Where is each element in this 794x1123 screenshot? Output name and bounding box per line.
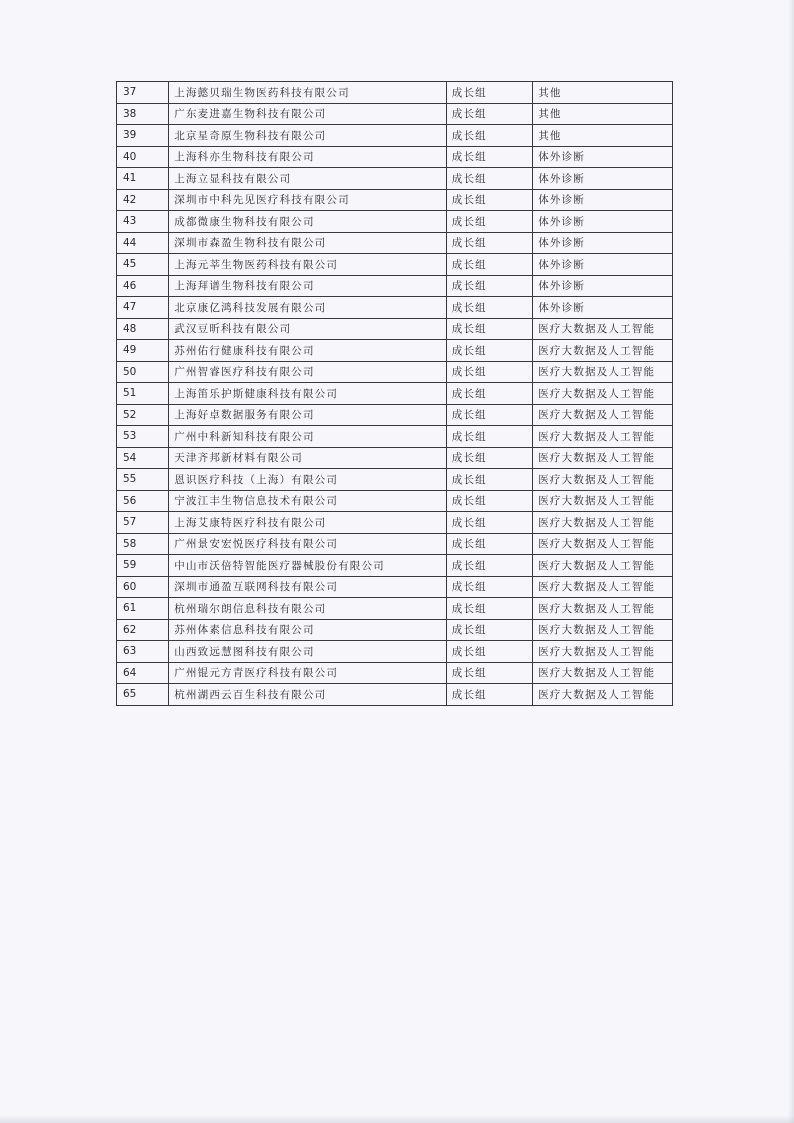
- field-cell: 医疗大数据及人工智能: [533, 576, 673, 598]
- field-cell: 医疗大数据及人工智能: [533, 641, 673, 663]
- group-cell: 成长组: [446, 533, 532, 555]
- table-row: [117, 598, 673, 620]
- field-cell: 医疗大数据及人工智能: [533, 684, 673, 706]
- row-number-cell: 39: [117, 125, 169, 147]
- field-cell: 医疗大数据及人工智能: [533, 318, 673, 340]
- table-row: [117, 684, 673, 706]
- group-cell: 成长组: [446, 641, 532, 663]
- group-cell: 成长组: [446, 82, 532, 104]
- field-cell: 医疗大数据及人工智能: [533, 426, 673, 448]
- row-number-cell: 37: [117, 82, 169, 104]
- row-number-cell: 48: [117, 318, 169, 340]
- company-name-cell: 深圳市中科先见医疗科技有限公司: [169, 189, 446, 211]
- field-cell: 体外诊断: [533, 189, 673, 211]
- field-cell: 医疗大数据及人工智能: [533, 512, 673, 534]
- group-cell: 成长组: [446, 512, 532, 534]
- row-number-cell: 41: [117, 168, 169, 190]
- row-number-cell: 56: [117, 490, 169, 512]
- group-cell: 成长组: [446, 469, 532, 491]
- table-row: [117, 361, 673, 383]
- company-name-cell: 苏州体素信息科技有限公司: [169, 619, 446, 641]
- field-cell: 其他: [533, 103, 673, 125]
- field-cell: 医疗大数据及人工智能: [533, 533, 673, 555]
- row-number-cell: 38: [117, 103, 169, 125]
- row-number-cell: 58: [117, 533, 169, 555]
- table-row: [117, 469, 673, 491]
- field-cell: 其他: [533, 82, 673, 104]
- company-name-cell: 武汉豆昕科技有限公司: [169, 318, 446, 340]
- company-name-cell: 上海笛乐护斯健康科技有限公司: [169, 383, 446, 405]
- company-name-cell: 恩识医疗科技（上海）有限公司: [169, 469, 446, 491]
- row-number-cell: 46: [117, 275, 169, 297]
- table-row: [117, 318, 673, 340]
- row-number-cell: 49: [117, 340, 169, 362]
- group-cell: 成长组: [446, 619, 532, 641]
- row-number-cell: 59: [117, 555, 169, 577]
- company-name-cell: 深圳市森盈生物科技有限公司: [169, 232, 446, 254]
- group-cell: 成长组: [446, 383, 532, 405]
- company-name-cell: 苏州佑行健康科技有限公司: [169, 340, 446, 362]
- company-name-cell: 广州景安宏悦医疗科技有限公司: [169, 533, 446, 555]
- row-number-cell: 40: [117, 146, 169, 168]
- table-row: [117, 254, 673, 276]
- company-name-cell: 杭州瑞尔朗信息科技有限公司: [169, 598, 446, 620]
- field-cell: 体外诊断: [533, 211, 673, 233]
- company-name-cell: 广州锟元方青医疗科技有限公司: [169, 662, 446, 684]
- group-cell: 成长组: [446, 598, 532, 620]
- row-number-cell: 51: [117, 383, 169, 405]
- field-cell: 体外诊断: [533, 146, 673, 168]
- company-name-cell: 上海拜谱生物科技有限公司: [169, 275, 446, 297]
- table-row: [117, 168, 673, 190]
- group-cell: 成长组: [446, 662, 532, 684]
- table-row: [117, 404, 673, 426]
- table-row: [117, 82, 673, 104]
- scan-edge-shadow: [0, 1115, 794, 1123]
- row-number-cell: 60: [117, 576, 169, 598]
- company-name-cell: 上海好卓数据服务有限公司: [169, 404, 446, 426]
- company-roster-table: [116, 81, 673, 706]
- company-name-cell: 上海立显科技有限公司: [169, 168, 446, 190]
- row-number-cell: 61: [117, 598, 169, 620]
- group-cell: 成长组: [446, 103, 532, 125]
- row-number-cell: 64: [117, 662, 169, 684]
- company-name-cell: 上海科亦生物科技有限公司: [169, 146, 446, 168]
- table-row: [117, 641, 673, 663]
- field-cell: 体外诊断: [533, 254, 673, 276]
- group-cell: 成长组: [446, 404, 532, 426]
- field-cell: 体外诊断: [533, 297, 673, 319]
- group-cell: 成长组: [446, 189, 532, 211]
- field-cell: 医疗大数据及人工智能: [533, 619, 673, 641]
- row-number-cell: 50: [117, 361, 169, 383]
- table-row: [117, 662, 673, 684]
- table-row: [117, 211, 673, 233]
- field-cell: 医疗大数据及人工智能: [533, 361, 673, 383]
- row-number-cell: 53: [117, 426, 169, 448]
- field-cell: 医疗大数据及人工智能: [533, 447, 673, 469]
- table-row: [117, 146, 673, 168]
- row-number-cell: 54: [117, 447, 169, 469]
- field-cell: 医疗大数据及人工智能: [533, 490, 673, 512]
- group-cell: 成长组: [446, 211, 532, 233]
- company-name-cell: 成都微康生物科技有限公司: [169, 211, 446, 233]
- row-number-cell: 62: [117, 619, 169, 641]
- row-number-cell: 57: [117, 512, 169, 534]
- field-cell: 医疗大数据及人工智能: [533, 383, 673, 405]
- group-cell: 成长组: [446, 168, 532, 190]
- company-name-cell: 广州智睿医疗科技有限公司: [169, 361, 446, 383]
- group-cell: 成长组: [446, 555, 532, 577]
- company-name-cell: 中山市沃倍特智能医疗器械股份有限公司: [169, 555, 446, 577]
- company-name-cell: 上海懿贝瑞生物医药科技有限公司: [169, 82, 446, 104]
- field-cell: 体外诊断: [533, 232, 673, 254]
- company-name-cell: 天津齐邦新材料有限公司: [169, 447, 446, 469]
- group-cell: 成长组: [446, 232, 532, 254]
- row-number-cell: 42: [117, 189, 169, 211]
- table-row: [117, 619, 673, 641]
- field-cell: 医疗大数据及人工智能: [533, 662, 673, 684]
- table-row: [117, 426, 673, 448]
- row-number-cell: 52: [117, 404, 169, 426]
- field-cell: 医疗大数据及人工智能: [533, 404, 673, 426]
- group-cell: 成长组: [446, 426, 532, 448]
- company-name-cell: 宁波江丰生物信息技术有限公司: [169, 490, 446, 512]
- row-number-cell: 47: [117, 297, 169, 319]
- group-cell: 成长组: [446, 146, 532, 168]
- group-cell: 成长组: [446, 576, 532, 598]
- group-cell: 成长组: [446, 125, 532, 147]
- roster-table-body: [117, 82, 673, 706]
- field-cell: 体外诊断: [533, 168, 673, 190]
- group-cell: 成长组: [446, 340, 532, 362]
- field-cell: 体外诊断: [533, 275, 673, 297]
- group-cell: 成长组: [446, 361, 532, 383]
- group-cell: 成长组: [446, 684, 532, 706]
- group-cell: 成长组: [446, 490, 532, 512]
- table-row: [117, 340, 673, 362]
- field-cell: 医疗大数据及人工智能: [533, 469, 673, 491]
- table-row: [117, 490, 673, 512]
- table-row: [117, 189, 673, 211]
- company-name-cell: 深圳市通盈互联网科技有限公司: [169, 576, 446, 598]
- group-cell: 成长组: [446, 275, 532, 297]
- table-row: [117, 232, 673, 254]
- company-name-cell: 北京星奇原生物科技有限公司: [169, 125, 446, 147]
- table-row: [117, 447, 673, 469]
- table-row: [117, 512, 673, 534]
- table-row: [117, 383, 673, 405]
- field-cell: 其他: [533, 125, 673, 147]
- row-number-cell: 44: [117, 232, 169, 254]
- field-cell: 医疗大数据及人工智能: [533, 598, 673, 620]
- table-row: [117, 125, 673, 147]
- company-name-cell: 北京康亿鸿科技发展有限公司: [169, 297, 446, 319]
- table-row: [117, 297, 673, 319]
- field-cell: 医疗大数据及人工智能: [533, 340, 673, 362]
- company-name-cell: 上海元莘生物医药科技有限公司: [169, 254, 446, 276]
- group-cell: 成长组: [446, 447, 532, 469]
- company-name-cell: 上海艾康特医疗科技有限公司: [169, 512, 446, 534]
- scan-edge-shadow: [788, 0, 794, 1123]
- table-row: [117, 275, 673, 297]
- row-number-cell: 65: [117, 684, 169, 706]
- company-name-cell: 广州中科新知科技有限公司: [169, 426, 446, 448]
- group-cell: 成长组: [446, 318, 532, 340]
- company-name-cell: 山西致远慧图科技有限公司: [169, 641, 446, 663]
- row-number-cell: 55: [117, 469, 169, 491]
- group-cell: 成长组: [446, 254, 532, 276]
- row-number-cell: 43: [117, 211, 169, 233]
- row-number-cell: 45: [117, 254, 169, 276]
- field-cell: 医疗大数据及人工智能: [533, 555, 673, 577]
- table-row: [117, 576, 673, 598]
- group-cell: 成长组: [446, 297, 532, 319]
- table-row: [117, 533, 673, 555]
- row-number-cell: 63: [117, 641, 169, 663]
- company-name-cell: 广东麦进嘉生物科技有限公司: [169, 103, 446, 125]
- table-row: [117, 103, 673, 125]
- table-row: [117, 555, 673, 577]
- company-name-cell: 杭州湖西云百生科技有限公司: [169, 684, 446, 706]
